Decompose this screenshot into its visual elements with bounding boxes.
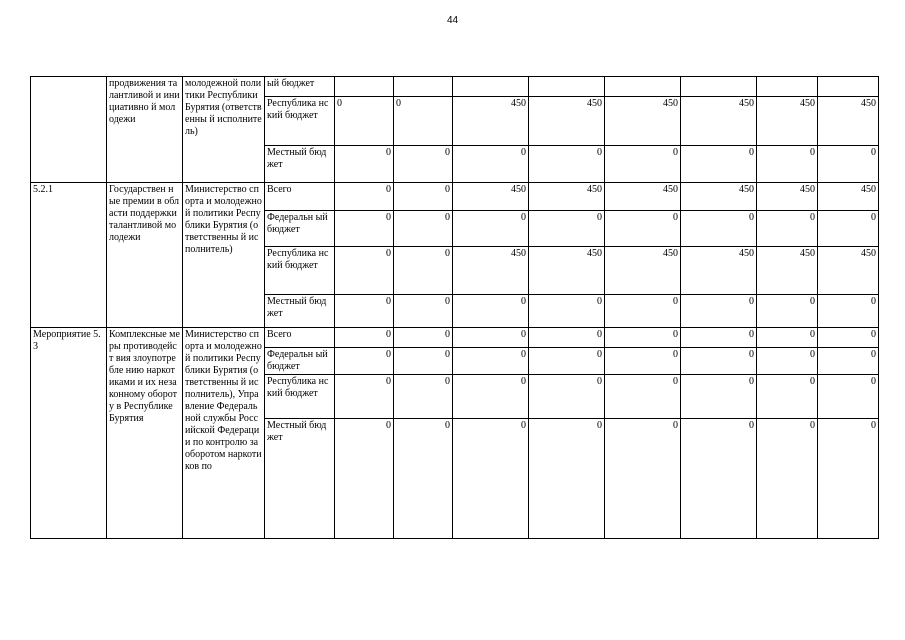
value-cell: 450 xyxy=(453,183,529,211)
funding-source-cell: Республика нский бюджет xyxy=(265,97,335,146)
value-cell: 450 xyxy=(757,183,818,211)
value-cell: 0 xyxy=(605,295,681,328)
activity-name-cell: Государствен ные премии в области поддержки талантливой молодежи xyxy=(107,183,183,328)
value-cell: 0 xyxy=(453,348,529,375)
value-cell: 0 xyxy=(453,146,529,183)
funding-source-cell: Федеральн ый бюджет xyxy=(265,211,335,247)
value-cell: 0 xyxy=(818,146,879,183)
budget-table xyxy=(30,76,879,539)
value-cell: 0 xyxy=(335,97,394,146)
value-cell: 0 xyxy=(605,211,681,247)
value-cell: 450 xyxy=(757,97,818,146)
executor-cell: Министерство спорта и молодежной политики Республики Бурятия (ответственны й исполнитель), Управление Федеральной службы Российской Федерации по контролю за оборотом наркотиков по xyxy=(183,328,265,539)
value-cell: 0 xyxy=(818,419,879,539)
funding-source-cell: Федеральн ый бюджет xyxy=(265,348,335,375)
value-cell: 0 xyxy=(394,247,453,295)
executor-cell: Министерство спорта и молодежной политики Республики Бурятия (ответственны й исполнитель) xyxy=(183,183,265,328)
value-cell: 0 xyxy=(453,328,529,348)
value-cell: 0 xyxy=(681,146,757,183)
value-cell: 450 xyxy=(529,247,605,295)
table-row xyxy=(31,77,879,97)
value-cell: 450 xyxy=(757,247,818,295)
value-cell: 450 xyxy=(529,183,605,211)
activity-code-cell xyxy=(31,77,107,183)
value-cell: 0 xyxy=(818,211,879,247)
activity-name-cell: Комплексные меры противодейст вия злоупотребле нию наркотиками и их незаконному обороту в Республике Бурятия xyxy=(107,328,183,539)
table-row xyxy=(31,183,879,211)
value-cell: 0 xyxy=(605,375,681,419)
value-cell xyxy=(529,77,605,97)
value-cell: 0 xyxy=(394,211,453,247)
value-cell xyxy=(818,77,879,97)
value-cell: 0 xyxy=(335,183,394,211)
value-cell: 0 xyxy=(335,419,394,539)
funding-source-cell: Местный бюджет xyxy=(265,419,335,539)
value-cell: 0 xyxy=(453,295,529,328)
value-cell: 0 xyxy=(335,328,394,348)
value-cell: 0 xyxy=(453,375,529,419)
value-cell: 0 xyxy=(529,348,605,375)
value-cell: 450 xyxy=(453,97,529,146)
funding-source-cell: ый бюджет xyxy=(265,77,335,97)
value-cell: 0 xyxy=(681,348,757,375)
value-cell: 0 xyxy=(335,375,394,419)
value-cell: 0 xyxy=(681,295,757,328)
funding-source-cell: Всего xyxy=(265,183,335,211)
funding-source-cell: Всего xyxy=(265,328,335,348)
value-cell: 0 xyxy=(394,328,453,348)
value-cell: 450 xyxy=(818,97,879,146)
value-cell: 450 xyxy=(605,183,681,211)
value-cell: 0 xyxy=(757,295,818,328)
value-cell: 0 xyxy=(757,211,818,247)
value-cell: 0 xyxy=(335,295,394,328)
value-cell: 0 xyxy=(757,146,818,183)
value-cell: 0 xyxy=(394,183,453,211)
funding-source-cell: Местный бюджет xyxy=(265,295,335,328)
value-cell: 0 xyxy=(681,328,757,348)
funding-source-cell: Республика нский бюджет xyxy=(265,375,335,419)
value-cell: 0 xyxy=(453,211,529,247)
table-row xyxy=(31,328,879,348)
value-cell: 0 xyxy=(605,348,681,375)
value-cell: 0 xyxy=(529,146,605,183)
value-cell: 0 xyxy=(529,295,605,328)
activity-name-cell: продвижения талантливой и инициативно й молодежи xyxy=(107,77,183,183)
activity-code-cell: Мероприятие 5.3 xyxy=(31,328,107,539)
value-cell: 0 xyxy=(681,211,757,247)
value-cell: 450 xyxy=(529,97,605,146)
value-cell: 0 xyxy=(818,328,879,348)
value-cell: 450 xyxy=(818,247,879,295)
value-cell: 0 xyxy=(818,348,879,375)
value-cell xyxy=(453,77,529,97)
value-cell: 0 xyxy=(453,419,529,539)
funding-source-cell: Местный бюджет xyxy=(265,146,335,183)
value-cell: 0 xyxy=(394,419,453,539)
value-cell: 450 xyxy=(681,97,757,146)
value-cell: 0 xyxy=(605,146,681,183)
value-cell: 0 xyxy=(757,375,818,419)
executor-cell: молодежной политики Республики Бурятия (ответственны й исполнитель) xyxy=(183,77,265,183)
value-cell: 0 xyxy=(681,419,757,539)
value-cell: 0 xyxy=(335,247,394,295)
value-cell: 0 xyxy=(757,348,818,375)
value-cell: 0 xyxy=(335,146,394,183)
value-cell: 0 xyxy=(605,419,681,539)
value-cell: 450 xyxy=(605,97,681,146)
value-cell: 450 xyxy=(453,247,529,295)
activity-code-cell: 5.2.1 xyxy=(31,183,107,328)
value-cell: 0 xyxy=(394,375,453,419)
value-cell: 0 xyxy=(681,375,757,419)
value-cell: 0 xyxy=(529,211,605,247)
funding-source-cell: Республика нский бюджет xyxy=(265,247,335,295)
value-cell xyxy=(757,77,818,97)
value-cell: 0 xyxy=(394,348,453,375)
value-cell: 0 xyxy=(394,295,453,328)
value-cell: 450 xyxy=(818,183,879,211)
value-cell: 450 xyxy=(605,247,681,295)
value-cell: 0 xyxy=(394,146,453,183)
value-cell: 0 xyxy=(757,328,818,348)
page-number: 44 xyxy=(446,15,459,26)
value-cell xyxy=(394,77,453,97)
value-cell xyxy=(335,77,394,97)
value-cell: 0 xyxy=(757,419,818,539)
value-cell: 0 xyxy=(818,375,879,419)
value-cell: 0 xyxy=(529,328,605,348)
value-cell: 450 xyxy=(681,247,757,295)
value-cell: 0 xyxy=(529,419,605,539)
value-cell xyxy=(681,77,757,97)
value-cell: 0 xyxy=(529,375,605,419)
value-cell: 0 xyxy=(818,295,879,328)
value-cell: 0 xyxy=(335,211,394,247)
value-cell: 0 xyxy=(335,348,394,375)
value-cell xyxy=(605,77,681,97)
value-cell: 0 xyxy=(394,97,453,146)
value-cell: 450 xyxy=(681,183,757,211)
value-cell: 0 xyxy=(605,328,681,348)
